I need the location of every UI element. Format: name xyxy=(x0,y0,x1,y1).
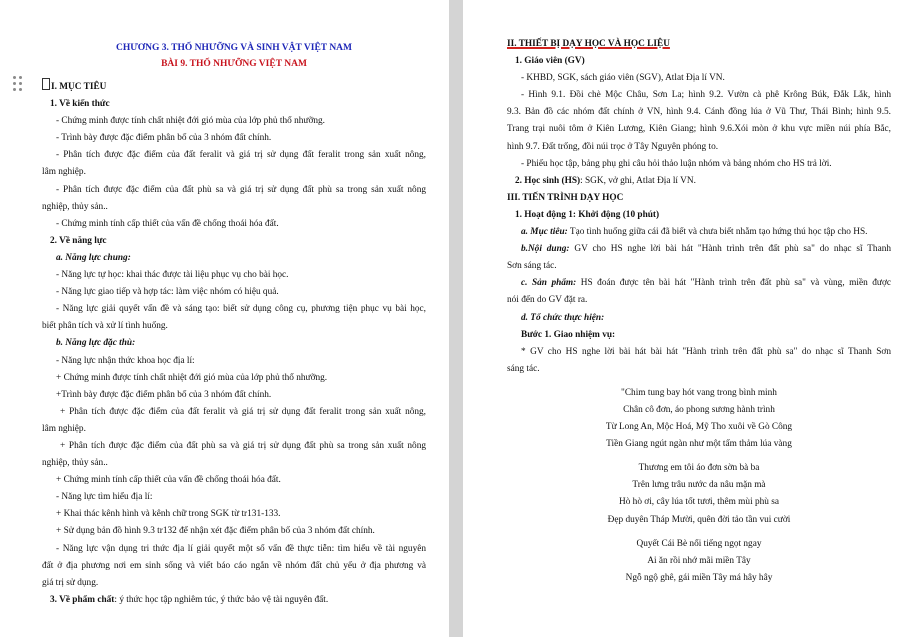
paragraph-line: + Chứng minh được tính chất nhiệt đới gió mùa của lớp phủ thổ nhưỡng. xyxy=(56,372,328,383)
specific-skills-heading: b. Năng lực đặc thù: xyxy=(56,338,136,349)
page-content-left xyxy=(42,40,426,609)
poem-stanza xyxy=(507,385,891,453)
paragraph-line: nói đến do GV đặt ra. xyxy=(507,295,588,306)
poem-line: Hò hò ơi, cây lúa tốt tươi, thêm mùi phù sa xyxy=(619,497,779,508)
paragraph-line: - Năng lực giao tiếp và hợp tác: làm việc nhóm có hiệu quả. xyxy=(56,287,279,298)
paragraph-line: - Chứng minh tính cấp thiết của vấn đề chống thoái hóa đất. xyxy=(56,218,279,229)
paragraph-line: - Trình bày được đặc điểm phân bố của 3 nhóm đất chính. xyxy=(56,133,272,144)
activity-heading: 1. Hoạt động 1: Khởi động (10 phút) xyxy=(515,209,660,220)
paragraph-line: * GV cho HS nghe lời bài hát bài hát "Hành trình trên đất phù sa" do nhạc sĩ Thanh Sơn xyxy=(521,346,891,357)
poem-line: Ngỗ ngộ ghê, gái miền Tây má hây hây xyxy=(625,572,773,583)
paragraph-line: 9.3. Bản đồ các nhóm đất chính ở VN, hình 9.4. Cánh đồng lúa ở Vũ Thư, Thái Bình; hình 9.5. xyxy=(507,107,891,118)
paragraph-line: - KHBD, SGK, sách giáo viên (SGV), Atlat Địa lí VN. xyxy=(521,73,725,84)
text-cursor-icon xyxy=(42,78,50,90)
paragraph-line: lâm nghiệp. xyxy=(42,423,86,434)
section-heading-text: I. MỤC TIÊU xyxy=(51,82,107,92)
quality-line xyxy=(42,592,426,609)
paragraph-line: - Năng lực nhận thức khoa học địa lí: xyxy=(56,355,195,366)
document-page-left[interactable] xyxy=(0,0,449,637)
product-label: c. Sản phẩm: xyxy=(521,278,577,289)
section-heading-process: III. TIẾN TRÌNH DẠY HỌC xyxy=(507,192,624,203)
organize-heading: d. Tổ chức thực hiện: xyxy=(521,312,605,323)
poem-line: Chân cô đơn, áo phong sương hành trình xyxy=(623,404,775,415)
paragraph-line: + Phân tích được đặc điểm của đất phù sa và giá trị sử dụng đất phù sa trong sản xuất nông xyxy=(60,440,426,451)
poem-line: Quyết Cái Bè nổi tiếng ngọt ngay xyxy=(636,538,762,549)
paragraph-line: + Sử dụng bản đồ hình 9.3 tr132 để nhận xét đặc điểm phân bố của 3 nhóm đất chính. xyxy=(56,526,375,537)
paragraph-line: + Khai thác kênh hình và kênh chữ trong SGK từ tr131-133. xyxy=(56,509,281,520)
paragraph-line: giá trị sử dụng. xyxy=(42,577,99,588)
paragraph-line: - Năng lực tìm hiểu địa lí: xyxy=(56,492,153,503)
content-label: b.Nội dung: xyxy=(521,244,570,255)
goal-label: a. Mục tiêu: xyxy=(521,227,568,238)
content-line xyxy=(507,241,891,258)
poem-line: Trên lưng trâu nước da nâu mặn mà xyxy=(632,480,766,491)
paragraph-line: sáng tác. xyxy=(507,363,540,374)
paragraph-line: nghiệp, thủy sản.. xyxy=(42,201,108,212)
quality-text: : ý thức học tập nghiêm túc, ý thức bảo vệ tài nguyên đất. xyxy=(114,594,329,605)
spacer xyxy=(507,378,891,385)
paragraph-line: lâm nghiệp. xyxy=(42,167,86,178)
poem-line: Ai ăn rồi nhớ mãi miền Tây xyxy=(647,555,751,566)
paragraph-line: - Hình 9.1. Đồi chè Mộc Châu, Sơn La; hình 9.2. Vườn cà phê Krông Búk, Đắk Lắk, hình xyxy=(521,90,891,101)
knowledge-heading: 1. Về kiến thức xyxy=(50,99,110,110)
poem-stanza xyxy=(507,460,891,528)
paragraph-line: - Chứng minh được tính chất nhiệt đới gió mùa của lớp phủ thổ nhưỡng. xyxy=(56,116,325,127)
spacer xyxy=(507,453,891,460)
poem-line: "Chim tung bay hót vang trong bình minh xyxy=(621,387,777,398)
page-content-right xyxy=(507,36,891,587)
teacher-heading: 1. Giáo viên (GV) xyxy=(515,56,585,67)
poem-stanza xyxy=(507,536,891,587)
paragraph-line: - Năng lực tự học: khai thác được tài liệu phục vụ cho bài học. xyxy=(56,270,289,281)
step1-heading: Bước 1. Giao nhiệm vụ: xyxy=(521,329,616,340)
section-heading-objectives[interactable] xyxy=(42,78,426,96)
paragraph-line: - Năng lực vận dụng tri thức địa lí giải quyết một số vấn đề thực tiễn: tìm hiểu về tài nguyên xyxy=(56,543,426,554)
paragraph-line: - Năng lực giải quyết vấn đề và sáng tạo: biết sử dụng công cụ, phương tiện phục vụ bài học, xyxy=(56,304,426,315)
goal-line xyxy=(507,224,891,241)
poem-line: Tiền Giang ngút ngàn như một tấm thảm lúa vàng xyxy=(606,439,792,450)
poem-line: Thương em tôi áo đơn sờn bà ba xyxy=(638,463,760,474)
paragraph-line: +Trình bày được đặc điểm phân bố của 3 nhóm đất chính. xyxy=(56,389,272,400)
student-text: : SGK, vở ghi, Atlat Địa lí VN. xyxy=(580,175,696,186)
paragraph-line: hình 9.7. Đất trống, đồi núi trọc ở Tây Nguyên phóng to. xyxy=(507,141,719,152)
product-line xyxy=(507,275,891,292)
paragraph-line: + Phân tích được đặc điểm của đất feralit và giá trị sử dụng đất feralit trong sản xuất nông, xyxy=(60,406,426,417)
lesson-title: BÀI 9. THỔ NHƯỠNG VIỆT NAM xyxy=(161,59,307,69)
paragraph-line: Sơn sáng tác. xyxy=(507,261,557,272)
general-skills-heading: a. Năng lực chung: xyxy=(56,252,131,263)
poem-line: Đẹp duyên Tháp Mười, quên đời tảo tần vui cười xyxy=(607,514,791,525)
spacer xyxy=(507,529,891,536)
student-heading: 2. Học sinh (HS) xyxy=(515,175,581,186)
paragraph-line: - Phiếu học tập, bảng phụ ghi câu hỏi thảo luận nhóm và bảng nhóm cho HS trả lời. xyxy=(521,158,832,169)
document-page-right[interactable] xyxy=(463,0,913,637)
paragraph-line: nghiệp, thủy sản.. xyxy=(42,458,108,469)
content-text: GV cho HS nghe lời bài hát "Hành trình trên đất phù sa" do nhạc sĩ Thanh xyxy=(569,244,891,255)
paragraph-line: đất ở địa phương nơi em sinh sống và viết báo cáo ngắn về nhóm đất chủ yếu ở địa phương và xyxy=(42,560,426,571)
drag-handle-icon[interactable] xyxy=(13,76,23,92)
goal-text: Tạo tình huống giữa cái đã biết và chưa biết nhằm tạo hứng thú học tập cho HS. xyxy=(567,227,868,238)
chapter-title: CHƯƠNG 3. THỔ NHƯỠNG VÀ SINH VẬT VIỆT NAM xyxy=(115,43,353,53)
paragraph-line: + Chứng minh tính cấp thiết của vấn đề chống thoái hóa đất. xyxy=(56,475,281,486)
poem-line: Từ Long An, Mộc Hoá, Mỹ Tho xuôi về Gò Công xyxy=(605,422,793,433)
section-heading-equipment xyxy=(507,36,891,53)
product-text: HS đoán được tên bài hát "Hành trình trên đất phù sa" và vùng, miền được xyxy=(576,278,891,289)
paragraph-line: - Phân tích được đặc điểm của đất phù sa và giá trị sử dụng đất phù sa trong sản xuất nông xyxy=(56,184,426,195)
skills-heading: 2. Về năng lực xyxy=(50,235,107,246)
quality-heading: 3. Về phẩm chất xyxy=(50,594,115,605)
paragraph-line: - Phân tích được đặc điểm của đất feralit và giá trị sử dụng đất feralit trong sản xuất nông, xyxy=(56,150,426,161)
paragraph-line: Trang trại nuôi tôm ở Kiên Lương, Kiên Giang; hình 9.6.Xói mòn ở khu vực miền núi phía Bắc, xyxy=(507,124,891,135)
section-heading-text: II. THIẾT BỊ DẠY HỌC VÀ HỌC LIỆU xyxy=(507,39,670,49)
student-line xyxy=(507,173,891,190)
paragraph-line: biết phân tích và xử lí tình huống. xyxy=(42,321,168,332)
